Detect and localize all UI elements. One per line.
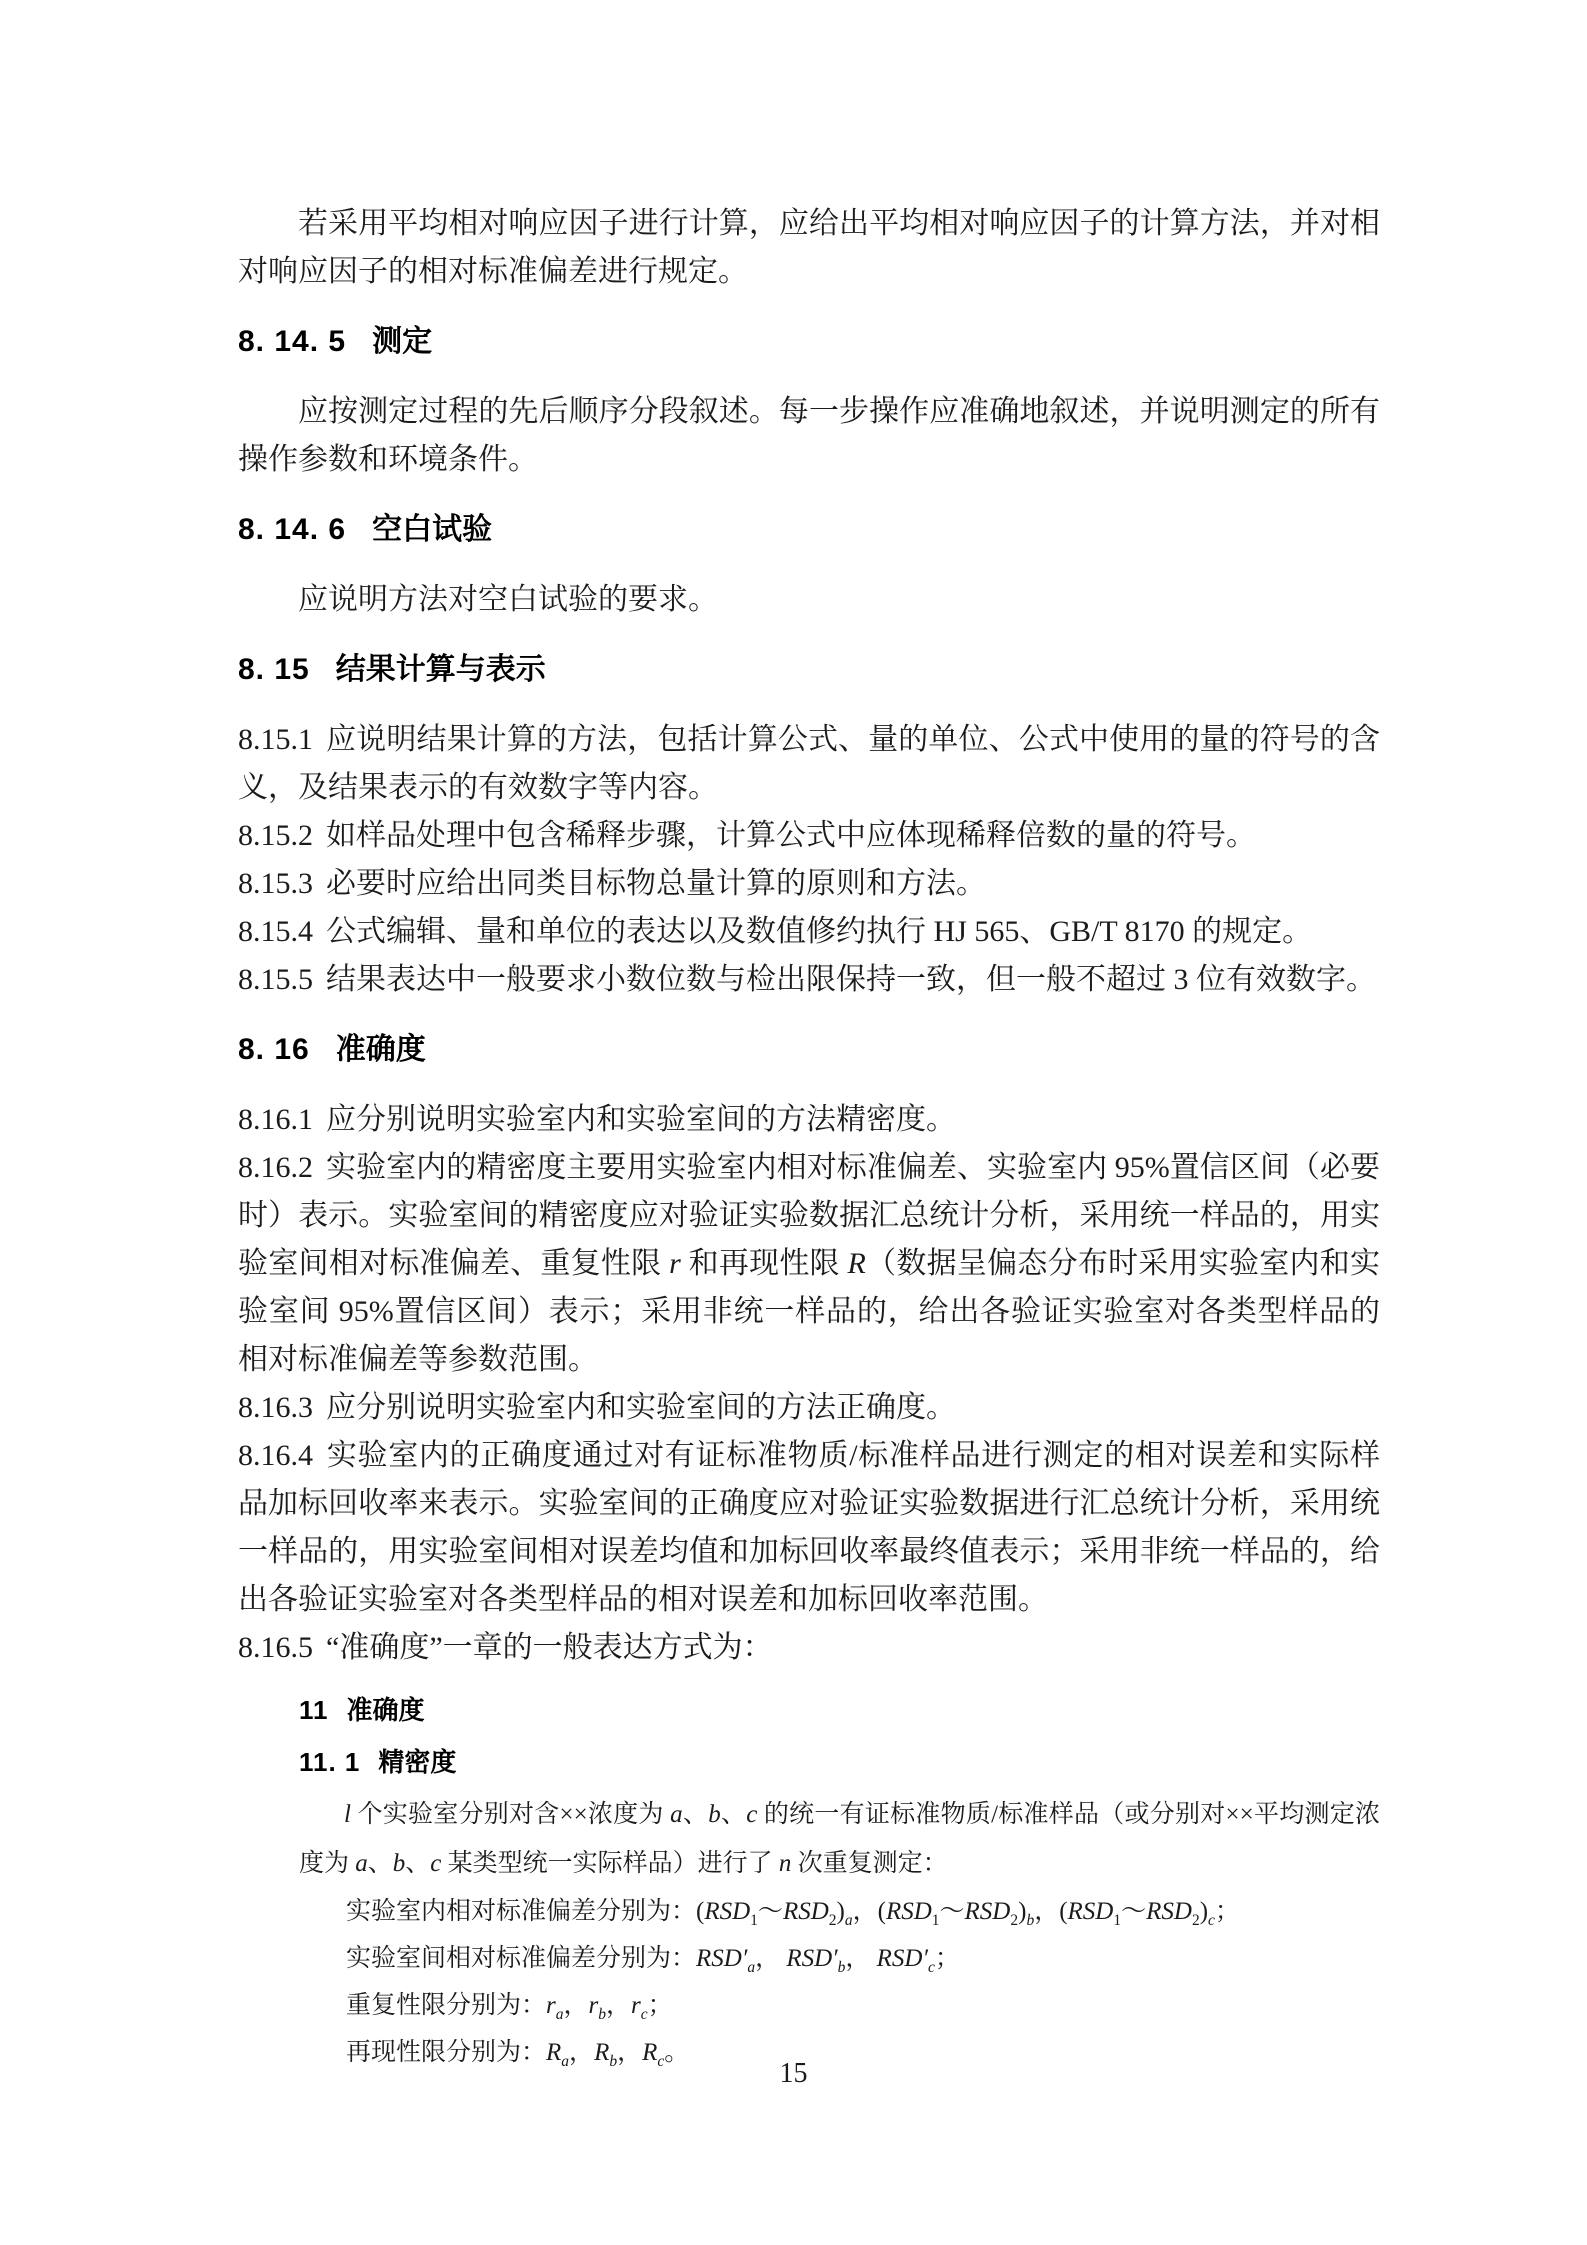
example-heading-title: 准确度 [346, 1695, 425, 1725]
formula-line-rsd-within [346, 1888, 1380, 1935]
formula-label: 再现性限分别为： [346, 2039, 547, 2066]
paragraph-determination: 应按测定过程的先后顺序分段叙述。每一步操作应准确地叙述，并说明测定的所有操作参数和环境条件。 [238, 395, 1380, 476]
clause-number: 8.15.3 [238, 867, 313, 900]
example-block [238, 1688, 1380, 2076]
example-heading-title: 精密度 [378, 1747, 457, 1777]
clause-number: 8.16.5 [238, 1631, 313, 1664]
page-content [238, 200, 1380, 2076]
clause-8-16-2 [238, 1144, 1380, 1384]
clause-8-15-5 [238, 956, 1380, 1004]
formula-label: 实验室间相对标准偏差分别为： [346, 1945, 697, 1972]
formula-expression: $r_a$，$r_b$，$r_c$； [546, 1992, 673, 2023]
section-heading-8-16 [238, 1026, 1380, 1074]
clause-text: 结果表达中一般要求小数位数与检出限保持一致，但一般不超过 3 位有效数字。 [326, 963, 1376, 996]
example-heading-11-1 [299, 1740, 1380, 1784]
section-heading-8-14-5 [238, 318, 1380, 366]
formula-label: 重复性限分别为： [346, 1992, 547, 2019]
paragraph-blank-test: 应说明方法对空白试验的要求。 [298, 583, 718, 616]
example-heading-number: 11. 1 [299, 1747, 361, 1777]
section-number: 8. 16 [238, 1033, 310, 1066]
clause-8-15-3 [238, 860, 1380, 908]
clause-8-16-5 [238, 1624, 1380, 1672]
clause-text: 必要时应给出同类目标物总量计算的原则和方法。 [326, 867, 986, 900]
clause-8-16-4 [238, 1432, 1380, 1624]
clause-number: 8.16.4 [238, 1439, 313, 1472]
clause-number: 8.16.3 [238, 1391, 313, 1424]
section-title: 结果计算与表示 [335, 653, 546, 686]
section-title: 空白试验 [372, 513, 493, 546]
clause-text: 应分别说明实验室内和实验室间的方法正确度。 [326, 1391, 956, 1424]
section-number: 8. 14. 5 [238, 325, 347, 358]
formula-line-repeatability [346, 1982, 1380, 2029]
clause-number: 8.16.1 [238, 1103, 313, 1136]
formula-expression: $(RSD_1\sim RSD_2)_a$，$(RSD_1\sim RSD_2)_b$，$(RSD_1\sim RSD_2)_c$； [696, 1898, 1240, 1929]
clause-number: 8.15.4 [238, 915, 313, 948]
clause-text: 实验室内的正确度通过对有证标准物质/标准样品进行测定的相对误差和实际样品加标回收率来表示。实验室间的正确度应对验证实验数据进行汇总统计分析，采用统一样品的，用实验室间相对误差均值和加标回收率最终值表示；采用非统一样品的，给出各验证实验室对各类型样品的相对误差和加标回收率范围。 [238, 1439, 1380, 1616]
formula-line-rsd-between [346, 1935, 1380, 1982]
clause-8-15-2 [238, 812, 1380, 860]
clause-text: 实验室内的精密度主要用实验室内相对标准偏差、实验室内 95%置信区间（必要时）表示。实验室间的精密度应对验证实验数据汇总统计分析，采用统一样品的，用实验室间相对标准偏差、重复性限 r 和再现性限 R（数据呈偏态分布时采用实验室内和实验室间 95%置信区间）表示；采用非统一样品的，给出各验证实验室对各类型样品的相对标准偏差等参数范围。 [238, 1151, 1381, 1376]
clause-text: 如样品处理中包含稀释步骤，计算公式中应体现稀释倍数的量的符号。 [326, 819, 1256, 852]
section-title: 准确度 [335, 1033, 426, 1066]
section-title: 测定 [372, 325, 433, 358]
clause-number: 8.15.2 [238, 819, 313, 852]
section-number: 8. 15 [238, 653, 310, 686]
page-number: 15 [779, 2058, 808, 2089]
example-paragraph: l 个实验室分别对含××浓度为 a、b、c 的统一有证标准物质/标准样品（或分别对××平均测定浓度为 a、b、c 某类型统一实际样品）进行了 n 次重复测定： [299, 1801, 1380, 1877]
clause-text: 应分别说明实验室内和实验室间的方法精密度。 [326, 1103, 956, 1136]
clause-8-16-3 [238, 1384, 1380, 1432]
clause-text: 应说明结果计算的方法，包括计算公式、量的单位、公式中使用的量的符号的含义，及结果表示的有效数字等内容。 [238, 723, 1380, 804]
clause-text: “准确度”一章的一般表达方式为： [326, 1631, 773, 1664]
example-heading-number: 11 [299, 1695, 329, 1725]
formula-expression: $RSD'_a$， $RSD'_b$， $RSD'_c$； [696, 1945, 960, 1976]
section-heading-8-14-6 [238, 506, 1380, 554]
section-number: 8. 14. 6 [238, 513, 347, 546]
clause-8-15-4 [238, 908, 1380, 956]
clause-number: 8.16.2 [238, 1151, 313, 1184]
clause-8-15-1 [238, 716, 1380, 812]
clause-number: 8.15.5 [238, 963, 313, 996]
formula-label: 实验室内相对标准偏差分别为： [346, 1898, 697, 1925]
clause-8-16-1 [238, 1096, 1380, 1144]
section-heading-8-15 [238, 646, 1380, 694]
intro-paragraph: 若采用平均相对响应因子进行计算，应给出平均相对响应因子的计算方法，并对相对响应因子的相对标准偏差进行规定。 [238, 207, 1380, 288]
example-heading-11 [299, 1688, 1380, 1732]
clause-number: 8.15.1 [238, 723, 313, 756]
clause-text: 公式编辑、量和单位的表达以及数值修约执行 HJ 565、GB/T 8170 的规定。 [326, 915, 1313, 948]
formula-expression: $R_a$，$R_b$，$R_c$。 [546, 2039, 690, 2070]
